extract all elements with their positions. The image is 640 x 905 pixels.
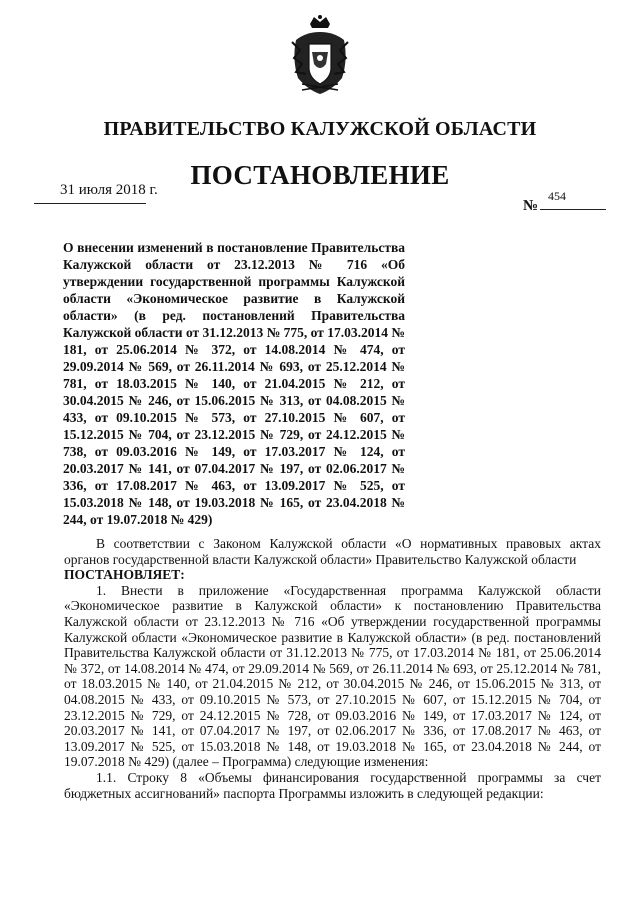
number-sign: № bbox=[523, 198, 539, 214]
document-date: 31 июля 2018 г. bbox=[60, 182, 158, 198]
item-1-paragraph: 1. Внести в приложение «Государственная программа Калужской области «Экономическое развитие в Калужской области» к постановлению Правительства Калужской области от 23.12.2013 № 716 «Об утверждении государственной программы Калужской области «Экономическое развитие в Калужской области» (в ред. постановлений Правительства Калужской области от 31.12.2013 № 775, от 17.03.2014 № 181, от 25.06.2014 № 372, от 14.08.2014 № 474, от 29.09.2014 № 569, от 26.11.2014 № 693, от 25.12.2014 № 781, от 18.03.2015 № 140, от 21.04.2015 № 212, от 30.04.2015 № 246, от 15.06.2015 № 313, от 04.08.2015 № 433, от 09.10.2015 № 573, от 27.10.2015 № 607, от 15.12.2015 № 704, от 23.12.2015 № 729, от 24.12.2015 № 728, от 09.03.2016 № 149, от 17.03.2017 № 124, от 20.03.2017 № 141, от 07.04.2017 № 197, от 02.06.2017 № 336, от 17.08.2017 № 463, от 13.09.2017 № 525, от 15.03.2018 № 148, от 19.03.2018 № 165, от 23.04.2018 № 244, от 19.07.2018 № 429) (далее – Программа) следующие изменения: bbox=[64, 582, 601, 770]
preamble-paragraph: В соответствии с Законом Калужской области «О нормативных правовых актах органов государственной власти Калужской области» Правительство Калужской области bbox=[64, 536, 601, 567]
date-underline bbox=[34, 203, 146, 204]
number-underline bbox=[540, 209, 606, 210]
document-type-title: ПОСТАНОВЛЕНИЕ bbox=[190, 160, 450, 190]
document-number: 454 bbox=[548, 189, 566, 203]
document-body bbox=[64, 536, 601, 801]
kaluga-coat-of-arms-icon bbox=[290, 14, 350, 96]
item-1-1-paragraph: 1.1. Строку 8 «Объемы финансирования государственной программы за счет бюджетных ассигнований» паспорта Программы изложить в следующей редакции: bbox=[64, 769, 601, 801]
authority-title: ПРАВИТЕЛЬСТВО КАЛУЖСКОЙ ОБЛАСТИ bbox=[103, 118, 537, 140]
document-subject: О внесении изменений в постановление Правительства Калужской области от 23.12.2013 № 716 «Об утверждении государственной программы Калужской области «Экономическое развитие в Калужской области» (в ред. постановлений Правительства Калужской области от 31.12.2013 № 775, от 17.03.2014 № 181, от 25.06.2014 № 372, от 14.08.2014 № 474, от 29.09.2014 № 569, от 26.11.2014 № 693, от 25.12.2014 № 781, от 18.03.2015 № 140, от 21.04.2015 № 212, от 30.04.2015 № 246, от 15.06.2015 № 313, от 04.08.2015 № 433, от 09.10.2015 № 573, от 27.10.2015 № 607, от 15.12.2015 № 704, от 23.12.2015 № 729, от 24.12.2015 № 738, от 09.03.2016 № 149, от 17.03.2017 № 124, от 20.03.2017 № 141, от 07.04.2017 № 197, от 02.06.2017 № 336, от 17.08.2017 № 463, от 13.09.2017 № 525, от 15.03.2018 № 148, от 19.03.2018 № 165, от 23.04.2018 № 244, от 19.07.2018 № 429) bbox=[63, 240, 405, 527]
resolves-heading: ПОСТАНОВЛЯЕТ: bbox=[64, 567, 185, 583]
